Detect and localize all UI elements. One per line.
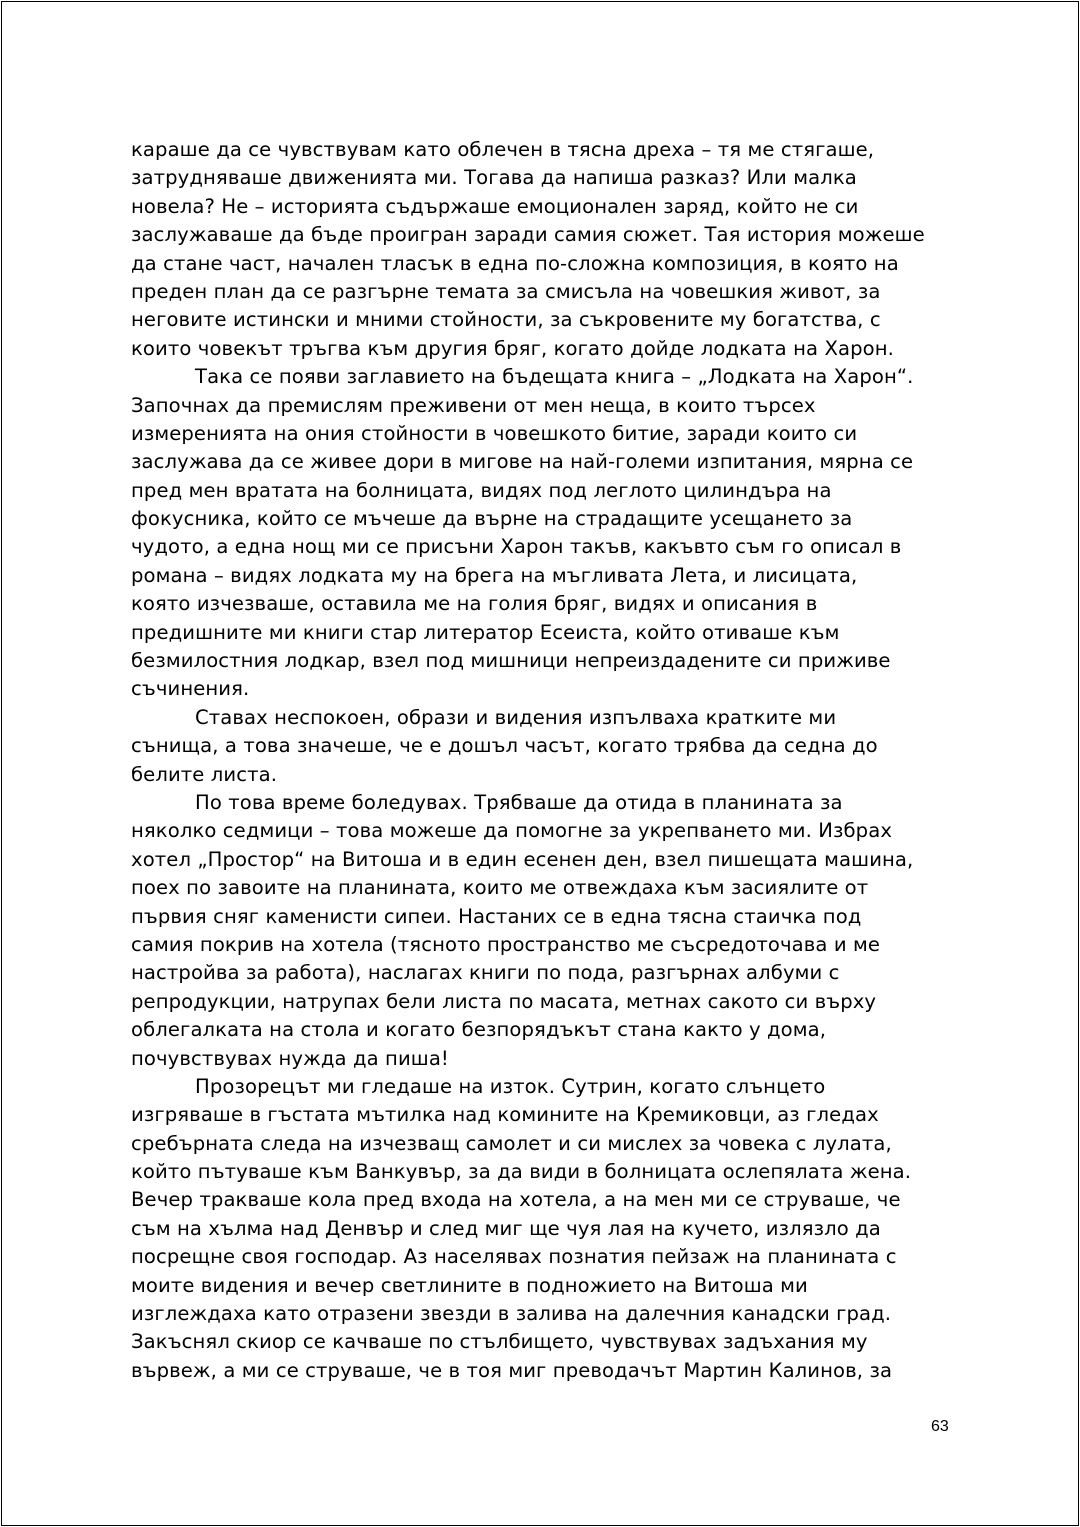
text-line: самия покрив на хотела (тясното пространство ме съсредоточава и ме [131, 932, 881, 956]
text-line: хотел „Простор“ на Витоша и в един есенен ден, взел пишещата машина, [131, 847, 914, 871]
text-line: Прозорецът ми гледаше на изток. Сутрин, когато слънцето [195, 1074, 826, 1098]
document-page [1, 1, 1079, 1526]
text-line: затрудняваше движенията ми. Тогава да напиша разказ? Или малка [131, 166, 857, 190]
text-line: поех по завоите на планината, които ме отвеждаха към засиялите от [131, 876, 869, 900]
text-line: заслужаваше да бъде проигран заради самия сюжет. Тая история можеше [131, 223, 925, 247]
text-line: вървеж, а ми се струваше, че в тоя миг преводачът Мартин Калинов, за [131, 1358, 893, 1382]
text-line: чудото, а една нощ ми се присъни Харон такъв, какъвто съм го описал в [131, 535, 902, 559]
text-line: сребърната следа на изчезващ самолет и си мислех за човека с лулата, [131, 1131, 892, 1155]
text-line: заслужава да се живее дори в мигове на най-големи изпитания, мярна се [131, 450, 914, 474]
text-line: преден план да се разгърне темата за смисъла на човешкия живот, за [131, 279, 881, 303]
text-line: новела? Не – историята съдържаше емоционален заряд, който не си [131, 194, 859, 218]
text-line: По това време боледувах. Трябваше да отида в планината за [195, 790, 843, 814]
text-line: който пътуваше към Ванкувър, за да види в болницата ослепялата жена. [131, 1160, 912, 1184]
text-line: няколко седмици – това можеше да помогне за укрепването ми. Избрах [131, 819, 893, 843]
text-line: предишните ми книги стар литератор Есеиста, който отиваше към [131, 620, 840, 644]
text-line: караше да се чувствувам като облечен в тясна дреха – тя ме стягаше, [131, 138, 875, 161]
text-line: неговите истински и мними стойности, за съкровените му богатства, с [131, 308, 881, 332]
text-line: романа – видях лодката му на брега на мъгливата Лета, и лисицата, [131, 563, 858, 587]
body-text [131, 136, 961, 1385]
text-line: почувствувах нужда да пиша! [131, 1046, 449, 1070]
text-line: съм на хълма над Денвър и след миг ще чуя лая на кучето, излязло да [131, 1216, 881, 1240]
text-line: Закъснял скиор се качваше по стълбището, чувствувах задъхания му [131, 1330, 868, 1354]
text-line: първия сняг каменисти сипеи. Настаних се в една тясна стаичка под [131, 904, 862, 928]
text-line: посрещне своя господар. Аз населявах познатия пейзаж на планината с [131, 1245, 897, 1269]
text-line: безмилостния лодкар, взел под мишници непреиздадените си приживе [131, 649, 891, 673]
text-line: облегалката на стола и когато безпорядъкът стана както у дома, [131, 1018, 827, 1042]
text-line: фокусника, който се мъчеше да върне на страдащите усещането за [131, 507, 853, 531]
text-line: изглеждаха като отразени звезди в залива на далечния канадски град. [131, 1302, 892, 1326]
text-line: пред мен вратата на болницата, видях под леглото цилиндъра на [131, 478, 832, 502]
text-line: настройва за работа), наслагах книги по пода, разгърнах албуми с [131, 961, 840, 985]
text-line: Започнах да премислям преживени от мен неща, в които търсех [131, 393, 816, 417]
text-line: които човекът тръгва към другия бряг, когато дойде лодката на Харон. [131, 336, 894, 360]
text-line: измеренията на ония стойности в човешкото битие, заради които си [131, 421, 858, 445]
text-line: съчинения. [131, 677, 250, 701]
text-line: изгряваше в гъстата мътилка над комините на Кремиковци, аз гледах [131, 1103, 879, 1127]
text-line: репродукции, натрупах бели листа по масата, метнах сакото си върху [131, 989, 877, 1013]
text-line: Вечер тракваше кола пред входа на хотела, а на мен ми се струваше, че [131, 1188, 901, 1212]
page-number: 63 [931, 1418, 949, 1435]
text-line: Ставах неспокоен, образи и видения изпълваха кратките ми [195, 705, 837, 729]
text-line: която изчезваше, оставила ме на голия бряг, видях и описания в [131, 592, 818, 616]
text-line: моите видения и вечер светлините в подножието на Витоша ми [131, 1273, 808, 1297]
text-line: Така се появи заглавието на бъдещата книга – „Лодката на Харон“. [195, 365, 914, 389]
text-line: белите листа. [131, 762, 278, 786]
text-line: сънища, а това значеше, че е дошъл часът, когато трябва да седна до [131, 734, 878, 758]
text-line: да стане част, начален тласък в една по-сложна композиция, в която на [131, 251, 899, 275]
